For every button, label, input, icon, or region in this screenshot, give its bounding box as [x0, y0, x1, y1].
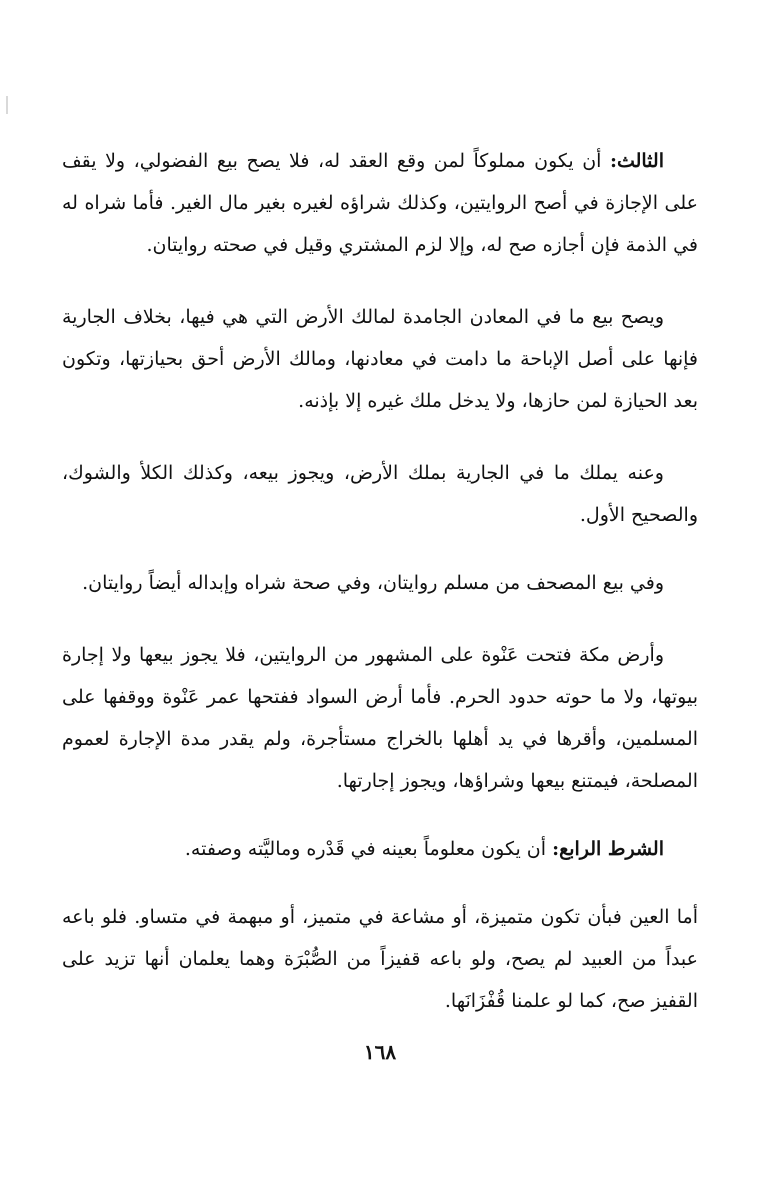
paragraph-pasture [62, 452, 698, 536]
paragraph-lead: الثالث: [609, 150, 664, 172]
paragraph-third-condition [62, 140, 698, 266]
scan-edge-mark [6, 96, 8, 114]
page-number: ١٦٨ [363, 1040, 397, 1064]
paragraph-lead: الشرط الرابع: [552, 838, 664, 860]
paragraph-mushaf [62, 562, 698, 604]
paragraph-text: أن يكون معلوماً بعينه في قَدْره وماليَّته وصفته. [184, 838, 547, 860]
paragraph-fourth-condition [62, 828, 698, 870]
paragraph-specific-item [62, 896, 698, 1022]
paragraph-mines [62, 296, 698, 422]
paragraph-text: أما العين فبأن تكون متميزة، أو مشاعة في متميز، أو مبهمة في متساو. فلو باعه عبداً من العبيد لم يصح، ولو باعه قفيزاً من الصُّبْرَة وهما يعلمان أنها تزيد على القفيز صح، كما لو علمنا قُفْزَانَها. [62, 906, 698, 1012]
page-body [62, 140, 698, 1052]
paragraph-text: وأرض مكة فتحت عَنْوة على المشهور من الروايتين، فلا يجوز بيعها ولا إجارة بيوتها، ولا ما حوته حدود الحرم. فأما أرض السواد ففتحها عمر عَنْوة ووقفها على المسلمين، وأقرها في يد أهلها بالخراج مستأجرة، ولم يقدر مدة الإجارة لعموم المصلحة، فيمتنع بيعها وشراؤها، ويجوز إجارتها. [62, 644, 698, 792]
paragraph-text: وفي بيع المصحف من مسلم روايتان، وفي صحة شراه وإبداله أيضاً روايتان. [82, 572, 664, 594]
paragraph-text: وعنه يملك ما في الجارية بملك الأرض، ويجوز بيعه، وكذلك الكلأ والشوك، والصحيح الأول. [62, 462, 698, 526]
paragraph-text: ويصح بيع ما في المعادن الجامدة لمالك الأرض التي هي فيها، بخلاف الجارية فإنها على أصل الإباحة ما دامت في معادنها، ومالك الأرض أحق بحيازتها، وتكون بعد الحيازة لمن حازها، ولا يدخل ملك غيره إلا بإذنه. [62, 306, 698, 412]
paragraph-makkah-land [62, 634, 698, 802]
paragraph-text: أن يكون مملوكاً لمن وقع العقد له، فلا يصح بيع الفضولي، ولا يقف على الإجازة في أصح الروايتين، وكذلك شراؤه لغيره بغير مال الغير. فأما شراه له في الذمة فإن أجازه صح له، وإلا لزم المشتري وقيل في صحته روايتان. [62, 150, 698, 256]
